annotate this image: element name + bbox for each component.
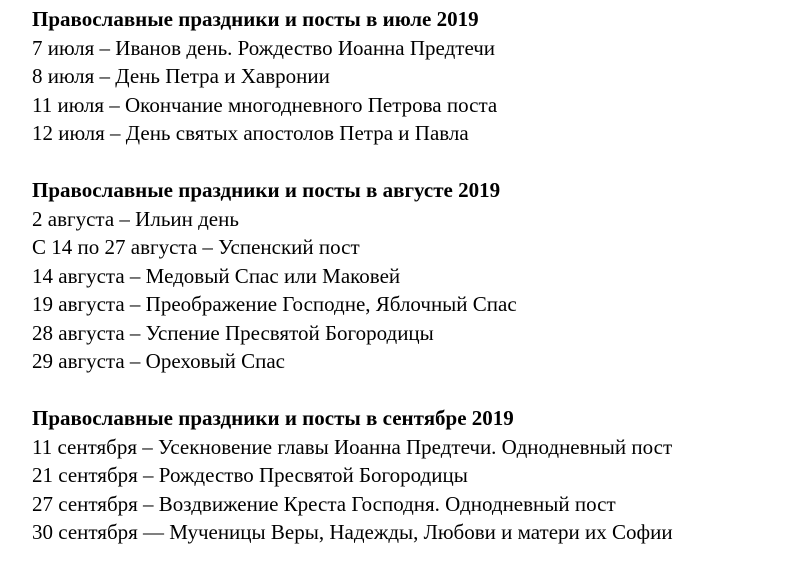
list-item: 29 августа – Ореховый Спас — [32, 349, 285, 373]
section-september — [32, 404, 810, 547]
section-july — [32, 5, 810, 148]
list-item: 12 июля – День святых апостолов Петра и Павла — [32, 121, 469, 145]
section-heading: Православные праздники и посты в июле 2019 — [32, 7, 479, 31]
list-item: 30 сентября — Мученицы Веры, Надежды, Любови и матери их Софии — [32, 520, 673, 544]
section-august — [32, 176, 810, 376]
list-item: 11 сентября – Усекновение главы Иоанна Предтечи. Однодневный пост — [32, 434, 673, 459]
list-item: С 14 по 27 августа – Успенский пост — [32, 235, 360, 259]
list-item: 2 августа – Ильин день — [32, 206, 239, 231]
list-item: 27 сентября – Воздвижение Креста Господня. Однодневный пост — [32, 491, 616, 516]
list-item: 21 сентября – Рождество Пресвятой Богородицы — [32, 463, 468, 487]
section-heading: Православные праздники и посты в августе 2019 — [32, 178, 501, 202]
section-heading: Православные праздники и посты в сентябре 2019 — [32, 406, 514, 430]
list-item: 19 августа – Преображение Господне, Яблочный Спас — [32, 292, 517, 316]
list-item: 11 июля – Окончание многодневного Петрова поста — [32, 92, 498, 117]
list-item: 8 июля – День Петра и Хавронии — [32, 64, 330, 88]
document-body — [32, 5, 810, 575]
list-item: 28 августа – Успение Пресвятой Богородицы — [32, 320, 434, 345]
list-item: 14 августа – Медовый Спас или Маковей — [32, 263, 401, 288]
list-item: 7 июля – Иванов день. Рождество Иоанна Предтечи — [32, 35, 496, 60]
